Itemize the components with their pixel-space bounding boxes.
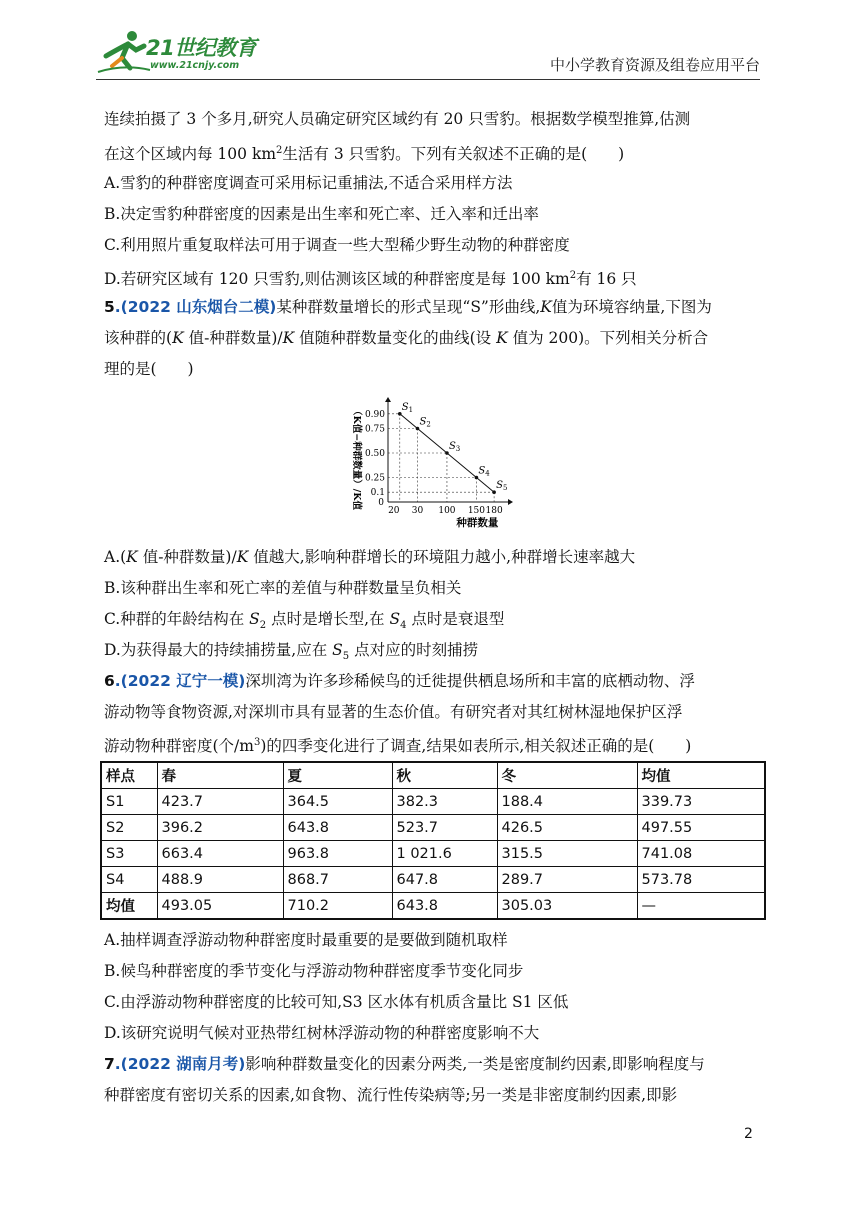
table-header-cell: 样点: [101, 762, 157, 789]
chart-y-axis-label: [351, 406, 363, 510]
table-cell: 663.4: [157, 841, 283, 867]
logo-url: www.21cnjy.com: [150, 60, 240, 71]
runner-logo-icon: [96, 26, 152, 76]
q4-option-d: D.若研究区域有 120 只雪豹,则估测该区域的种群密度是每 100 $km^2$有 16 只: [104, 270, 637, 289]
q6-line-1: 6.(2022 辽宁一模)深圳湾为许多珍稀候鸟的迁徙提供栖息场所和丰富的底栖动物、浮: [104, 672, 695, 690]
q6-line-3: 游动物种群密度(个$/m^3$)的四季变化进行了调查,结果如表所示,相关叙述正确的是( ): [104, 737, 692, 756]
table-cell: 573.78: [637, 867, 765, 893]
y-axis-label-text: （K值−种群数量）/K值: [351, 406, 362, 510]
density-table: [100, 761, 766, 920]
point-label-sub: 3: [455, 445, 461, 453]
platform-title: 中小学教育资源及组卷应用平台: [549, 56, 760, 74]
q4-line-2: 在这个区域内每 100 $km^2$生活有 3 只雪豹。下列有关叙述不正确的是( ): [104, 145, 625, 164]
table-header-cell: 夏: [283, 762, 392, 789]
q7-line-2: 种群密度有密切关系的因素,如食物、流行性传染病等;另一类是非密度制约因素,即影: [104, 1086, 678, 1104]
q5-option-c: C.种群的年龄结构在 $S_2$ 点时是增长型,在 $S_4$ 点时是衰退型: [104, 610, 505, 632]
table-cell: 423.7: [157, 789, 283, 815]
q4-option-a: A.雪豹的种群密度调查可采用标记重捕法,不适合采用样方法: [104, 174, 513, 192]
point-label: $S_3$: [448, 441, 461, 453]
table-cell: 647.8: [392, 867, 497, 893]
y-axis-arrow: [385, 397, 391, 402]
table-cell: S3: [101, 841, 157, 867]
table-cell: 488.9: [157, 867, 283, 893]
table-cell: 493.05: [157, 893, 283, 920]
table-cell: 315.5: [497, 841, 637, 867]
table-cell: —: [637, 893, 765, 920]
page-number: 2: [744, 1126, 753, 1142]
table-header-cell: 秋: [392, 762, 497, 789]
y-tick-label: 0.1: [370, 488, 385, 499]
table-cell: S4: [101, 867, 157, 893]
table-cell: 643.8: [283, 815, 392, 841]
x-tick-label: 100: [438, 506, 456, 516]
q5-number: 5: [104, 298, 115, 316]
table-cell: 382.3: [392, 789, 497, 815]
x-tick-label: 180: [485, 506, 503, 516]
table-cell: 963.8: [283, 841, 392, 867]
q5-line-2: 该种群的(K 值-种群数量)/K 值随种群数量变化的曲线(设 K 值为 200)。下列相关分析合: [104, 329, 709, 347]
table-header-cell: 冬: [497, 762, 637, 789]
x-tick-label: 20: [388, 506, 400, 516]
q6-option-b: B.候鸟种群密度的季节变化与浮游动物种群密度季节变化同步: [104, 962, 524, 980]
table-cell: 426.5: [497, 815, 637, 841]
y-tick-label: 0.75: [364, 424, 385, 435]
logo-text: 21世纪教育: [146, 36, 257, 60]
table-cell: 497.55: [637, 815, 765, 841]
population-chart: [340, 394, 520, 532]
q4-option-c: C.利用照片重复取样法可用于调查一些大型稀少野生动物的种群密度: [104, 236, 570, 254]
q5-source: .(2022 山东烟台二模): [114, 298, 277, 316]
table-row: [101, 841, 765, 867]
q5-option-a: A.(K 值-种群数量)/K 值越大,影响种群增长的环境阻力越小,种群增长速率越大: [104, 548, 636, 566]
q6-option-d: D.该研究说明气候对亚热带红树林浮游动物的种群密度影响不大: [104, 1024, 540, 1042]
table-header-cell: 春: [157, 762, 283, 789]
logo: [96, 26, 266, 76]
table-row: [101, 867, 765, 893]
y-tick-label: 0.25: [364, 473, 385, 484]
table-cell: 均值: [101, 893, 157, 920]
q5-option-d: D.为获得最大的持续捕捞量,应在 $S_5$ 点对应的时刻捕捞: [104, 641, 479, 663]
table-cell: 868.7: [283, 867, 392, 893]
table-cell: 741.08: [637, 841, 765, 867]
table-cell: 643.8: [392, 893, 497, 920]
q6-source: .(2022 辽宁一模): [114, 672, 246, 690]
q6-number: 6: [104, 672, 115, 690]
table-cell: 1 021.6: [392, 841, 497, 867]
point-label-sub: 1: [408, 405, 414, 414]
x-axis-label: 种群数量: [456, 517, 499, 529]
table-row: [101, 789, 765, 815]
table-header-row: [101, 762, 765, 789]
table-row: [101, 815, 765, 841]
table-row: [101, 893, 765, 920]
q5-line-3: 理的是( ): [104, 360, 194, 378]
table-cell: 523.7: [392, 815, 497, 841]
point-label: $S_4$: [478, 465, 490, 478]
y-tick-label: 0.90: [364, 409, 385, 420]
point-label: $S_2$: [419, 416, 431, 429]
point-label: $S_5$: [496, 480, 508, 493]
q4-line-1: 连续拍摄了 3 个多月,研究人员确定研究区域约有 20 只雪豹。根据数学模型推算,估测: [104, 110, 691, 128]
point-label: $S_1$: [401, 401, 414, 414]
q7-number: 7: [104, 1055, 115, 1073]
table-cell: 364.5: [283, 789, 392, 815]
point-label-sub: 5: [502, 484, 508, 493]
x-axis-arrow: [508, 499, 513, 505]
q6-option-c: C.由浮游动物种群密度的比较可知,S3 区水体有机质含量比 S1 区低: [104, 993, 569, 1011]
q7-line-1: 7.(2022 湖南月考)影响种群数量变化的因素分两类,一类是密度制约因素,即影响程度与: [104, 1055, 705, 1073]
point-label-sub: 2: [426, 420, 431, 429]
table-cell: 289.7: [497, 867, 637, 893]
table-cell: 305.03: [497, 893, 637, 920]
y-tick-label: 0.50: [364, 449, 385, 459]
q4-option-b: B.决定雪豹种群密度的因素是出生率和死亡率、迁入率和迁出率: [104, 205, 539, 223]
q6-line-2: 游动物等食物资源,对深圳市具有显著的生态价值。有研究者对其红树林湿地保护区浮: [104, 703, 683, 721]
x-tick-label: 150: [467, 506, 486, 516]
point-label-sub: 4: [485, 469, 490, 478]
q5-option-b: B.该种群出生率和死亡率的差值与种群数量呈负相关: [104, 579, 462, 597]
table-cell: 396.2: [157, 815, 283, 841]
origin-label: 0: [378, 498, 384, 508]
table-cell: S1: [101, 789, 157, 815]
q6-option-a: A.抽样调查浮游动物种群密度时最重要的是要做到随机取样: [104, 931, 508, 949]
x-tick-label: 30: [411, 506, 424, 516]
table-cell: 188.4: [497, 789, 637, 815]
table-cell: 710.2: [283, 893, 392, 920]
table-header-cell: 均值: [637, 762, 765, 789]
q5-line-1: 5.(2022 山东烟台二模)某种群数量增长的形式呈现“S”形曲线,K值为环境容纳量,下图为: [104, 298, 712, 316]
table-cell: S2: [101, 815, 157, 841]
page-header: [96, 26, 760, 78]
header-divider: [96, 79, 760, 80]
table-cell: 339.73: [637, 789, 765, 815]
q7-source: .(2022 湖南月考): [114, 1055, 246, 1073]
